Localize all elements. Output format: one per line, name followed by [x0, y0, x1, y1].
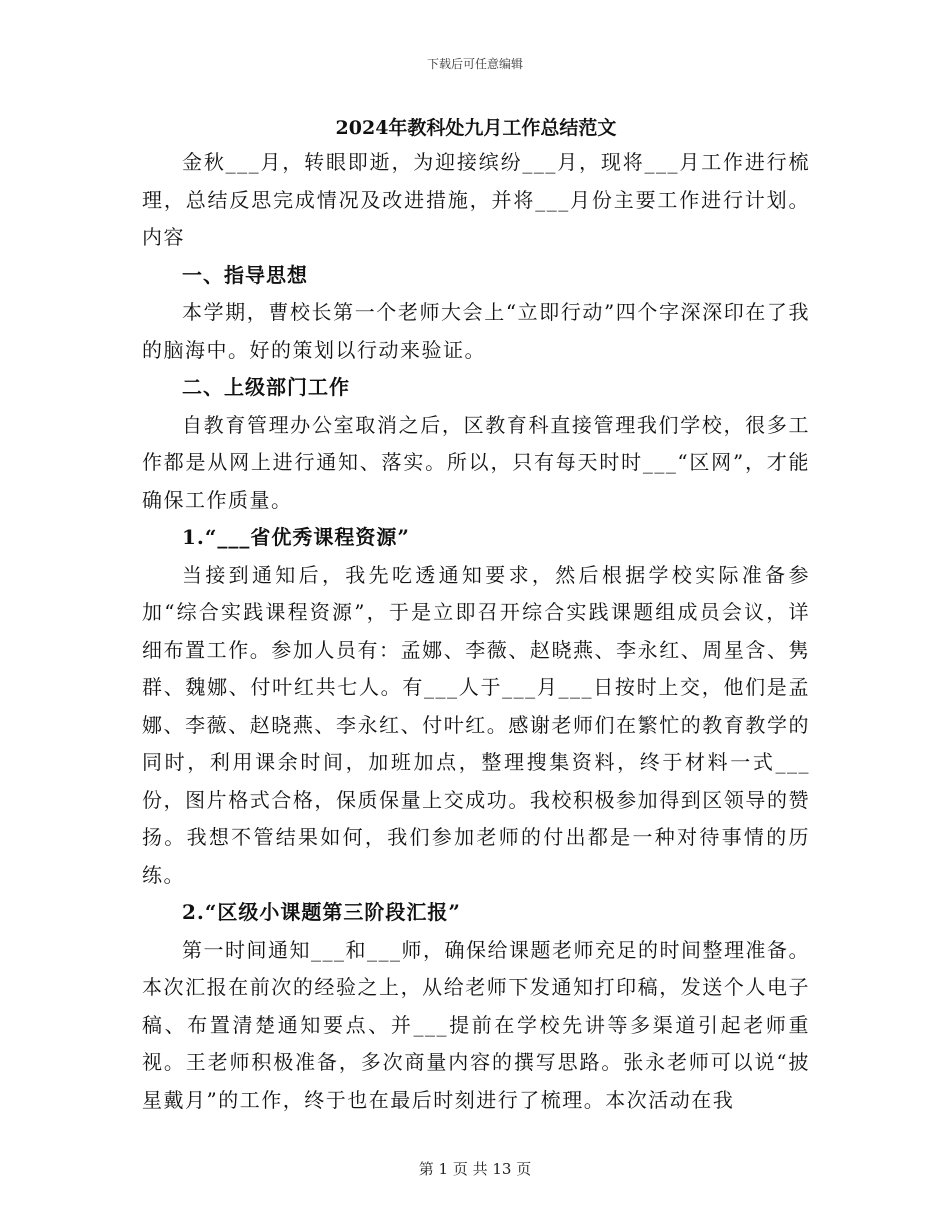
document-body: [142, 112, 810, 1119]
section-heading-guiding-ideology: 一、指导思想: [182, 262, 308, 287]
paragraph-course-resources: 当接到通知后，我先吃透通知要求，然后根据学校实际准备参加“综合实践课程资源”，于是立即召开综合实践课题组成员会议，详细布置工作。参加人员有：孟娜、李薇、赵晓燕、李永红、周星含、隽群、魏娜、付叶红共七人。有___人于___月___日按时上交，他们是孟娜、李薇、赵晓燕、李永红、付叶红。感谢老师们在繁忙的教育教学的同时，利用课余时间，加班加点，整理搜集资料，终于材料一式___份，图片格式合格，保质保量上交成功。我校积极参加得到区领导的赞扬。我想不管结果如何，我们参加老师的付出都是一种对待事情的历练。: [142, 562, 810, 887]
paragraph-small-project-report: 第一时间通知___和___师，确保给课题老师充足的时间整理准备。本次汇报在前次的经验之上，从给老师下发通知打印稿，发送个人电子稿、布置清楚通知要点、并___提前在学校先讲等多渠道引起老师重视。王老师积极准备，多次商量内容的撰写思路。张永老师可以说“披星戴月”的工作，终于也在最后时刻进行了梳理。本次活动在我: [142, 937, 810, 1112]
subsection-heading-course-resources: 1.“___省优秀课程资源”: [182, 525, 410, 549]
page-footer: 第 1 页 共 13 页: [418, 1160, 532, 1178]
subsection-heading-small-project-report: 2.“区级小课题第三阶段汇报”: [182, 900, 461, 924]
paragraph-superior-department: 自教育管理办公室取消之后，区教育科直接管理我们学校，很多工作都是从网上进行通知、落实。所以，只有每天时时___“区网”，才能确保工作质量。: [142, 412, 810, 512]
header-note: 下载后可任意编辑: [426, 57, 523, 71]
paragraph-intro: 金秋___月，转眼即逝，为迎接缤纷___月，现将___月工作进行梳理，总结反思完成情况及改进措施，并将___月份主要工作进行计划。内容: [142, 150, 810, 249]
paragraph-guiding-ideology: 本学期，曹校长第一个老师大会上“立即行动”四个字深深印在了我的脑海中。好的策划以行动来验证。: [142, 300, 810, 362]
section-heading-superior-department: 二、上级部门工作: [182, 375, 350, 399]
document-title: 2024年教科处九月工作总结范文: [335, 117, 617, 139]
